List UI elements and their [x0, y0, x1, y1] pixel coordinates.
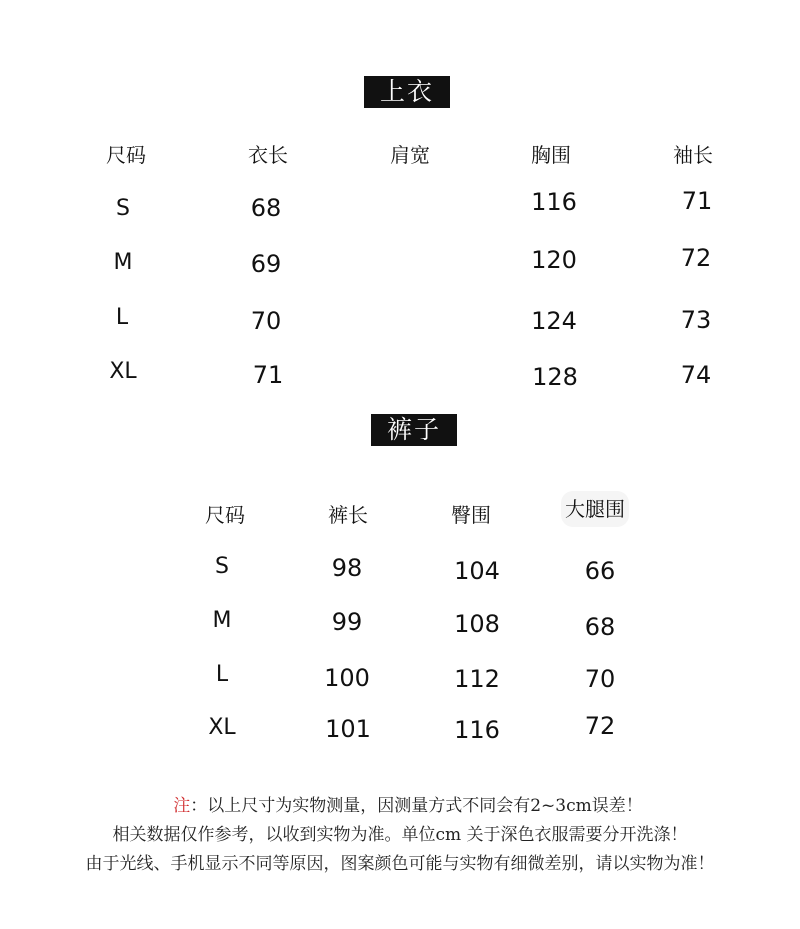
- top-row-l-sleeve: 73: [680, 306, 712, 334]
- note-label: 注: [173, 796, 191, 816]
- note-line-1: [8, 795, 800, 817]
- top-row-s-size: S: [116, 196, 130, 221]
- note-line-2: 相关数据仅作参考，以收到实物为准。单位cm 关于深色衣服需要分开洗涤！: [112, 825, 688, 845]
- top-row-l-length: 70: [250, 307, 282, 335]
- top-header-size: 尺码: [106, 143, 146, 167]
- pants-header-size: 尺码: [205, 503, 245, 527]
- pants-row-l-size: L: [215, 662, 229, 687]
- pants-row-xl-thigh: 72: [584, 712, 616, 740]
- top-row-xl-chest: 128: [532, 363, 578, 391]
- top-row-l-size: L: [115, 305, 129, 330]
- pants-row-m-thigh: 68: [584, 613, 616, 641]
- top-row-m-chest: 120: [531, 246, 577, 274]
- pants-header-thigh-label: 大腿围: [561, 491, 629, 527]
- pants-title-badge: 裤子: [371, 414, 457, 446]
- pants-header-thigh: [540, 496, 650, 522]
- pants-row-xl-size: XL: [208, 715, 236, 740]
- pants-row-m-size: M: [212, 608, 232, 633]
- pants-row-s-thigh: 66: [584, 557, 616, 585]
- pants-row-m-hip: 108: [454, 610, 500, 638]
- pants-row-s-size: S: [215, 554, 229, 579]
- pants-row-s-hip: 104: [454, 557, 500, 585]
- top-header-length: 衣长: [248, 143, 288, 167]
- note-line-1-text: ：以上尺寸为实物测量，因测量方式不同会有2~3cm误差！: [190, 796, 643, 816]
- top-header-shoulder: 肩宽: [390, 143, 430, 167]
- top-row-xl-sleeve: 74: [680, 361, 712, 389]
- top-title-badge: 上衣: [364, 76, 450, 108]
- top-header-chest: 胸围: [531, 143, 571, 167]
- top-header-sleeve: 袖长: [673, 143, 713, 167]
- top-row-m-sleeve: 72: [680, 244, 712, 272]
- top-row-m-size: M: [113, 250, 133, 275]
- top-row-l-chest: 124: [531, 307, 577, 335]
- pants-row-l-hip: 112: [454, 665, 500, 693]
- pants-row-l-length: 100: [324, 664, 370, 692]
- pants-row-xl-hip: 116: [454, 716, 500, 744]
- pants-header-hip: 臀围: [451, 503, 491, 527]
- pants-row-m-length: 99: [331, 608, 363, 636]
- note-line-3: 由于光线、手机显示不同等原因，图案颜色可能与实物有细微差别，请以实物为准！: [85, 854, 715, 874]
- top-row-m-length: 69: [250, 250, 282, 278]
- top-row-xl-size: XL: [109, 359, 137, 384]
- pants-header-length: 裤长: [328, 503, 368, 527]
- top-row-xl-length: 71: [252, 361, 284, 389]
- top-row-s-length: 68: [250, 194, 282, 222]
- top-row-s-chest: 116: [531, 188, 577, 216]
- pants-row-s-length: 98: [331, 554, 363, 582]
- pants-row-xl-length: 101: [325, 715, 371, 743]
- top-row-s-sleeve: 71: [681, 187, 713, 215]
- pants-row-l-thigh: 70: [584, 665, 616, 693]
